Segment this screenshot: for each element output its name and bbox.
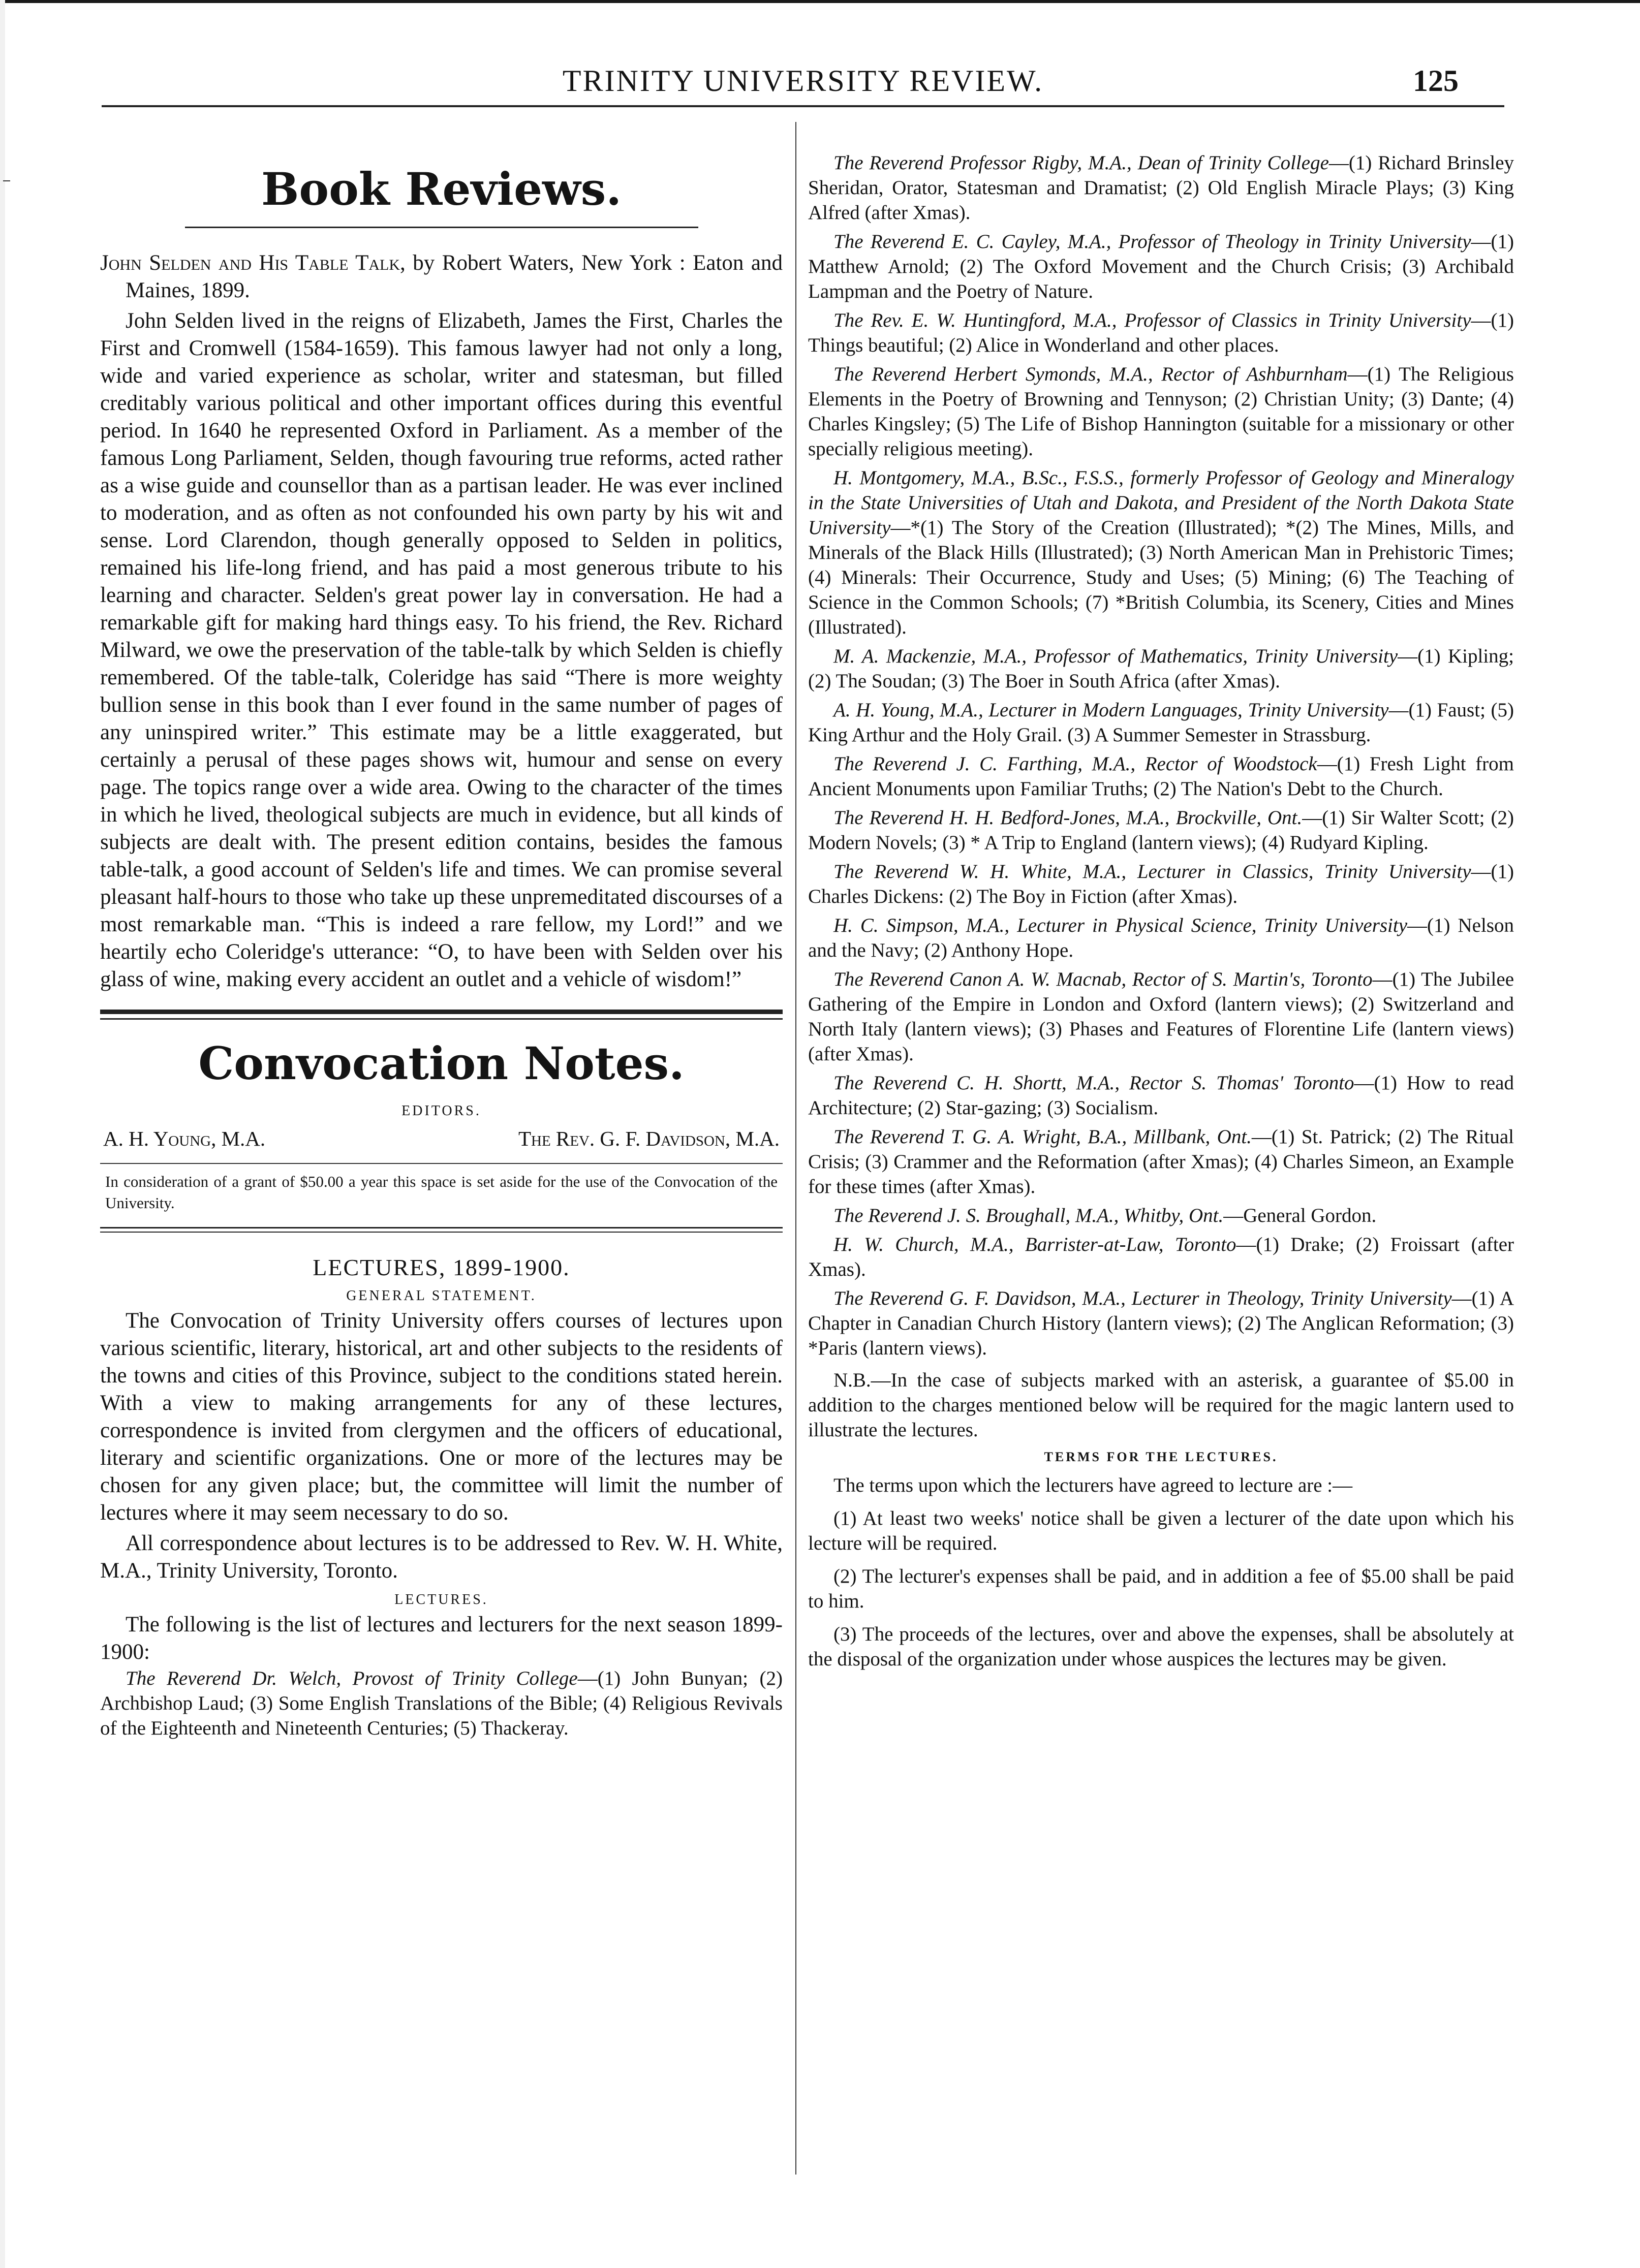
lecturer-entry	[808, 751, 1514, 801]
lecturer-name: A. H. Young, M.A., Lecturer in Modern Languages, Trinity University	[833, 699, 1389, 721]
lecturer-topics: —(1) Kipling; (2) The Soudan; (3) The Boer in South Africa (after Xmas).	[808, 645, 1514, 692]
lecturer-topics: —(1) Charles Dickens: (2) The Boy in Fiction (after Xmas).	[808, 861, 1514, 907]
lecturer-name: The Reverend J. C. Farthing, M.A., Rector of Woodstock	[833, 753, 1317, 775]
lecturer-name: The Reverend E. C. Cayley, M.A., Professor of Theology in Trinity University	[833, 231, 1471, 253]
lecturer-entry	[808, 1232, 1514, 1282]
term-item: (2) The lecturer's expenses shall be paid, and in addition a fee of $5.00 shall be paid to him.	[808, 1565, 1514, 1612]
lecturer-topics: —(1) Nelson and the Navy; (2) Anthony Hope.	[808, 915, 1514, 961]
lecturer-topics: —*(1) The Story of the Creation (Illustrated); *(2) The Mines, Mills, and Minerals of the Black Hills (Illustrated); (3) North American Man in Prehistoric Times; (4) Minerals: Their Occurrence, Study and Uses; (5) Mining; (6) The Teaching of Science in the Common Schools; (7) *British Columbia, its Scenery, Cities and Mines (Illustrated).	[808, 517, 1514, 638]
lecturer-topics: —(1) Faust; (5) King Arthur and the Holy Grail. (3) A Summer Semester in Strassburg.	[808, 699, 1514, 746]
lecturer-topics: —(1) John Bunyan; (2) Archbishop Laud; (3) Some English Translations of the Bible; (4) Religious Revivals of the Eighteenth and Nineteenth Centuries; (5) Thackeray.	[100, 1667, 783, 1739]
lecturer-name: H. C. Simpson, M.A., Lecturer in Physical Science, Trinity University	[833, 915, 1408, 936]
book-reviews-heading: Book Reviews.	[261, 163, 622, 215]
lecturer-entry	[808, 229, 1514, 304]
lecturer-topics: —(1) Sir Walter Scott; (2) Modern Novels; (3) * A Trip to England (lantern views); (4) Rudyard Kipling.	[808, 807, 1514, 854]
lecturer-entry	[808, 1286, 1514, 1361]
lectures-title: LECTURES, 1899-1900.	[313, 1254, 570, 1280]
lecturer-name: The Reverend Professor Rigby, M.A., Dean of Trinity College	[833, 152, 1329, 174]
double-thin-rule	[100, 1227, 783, 1233]
right-column	[808, 150, 1514, 1672]
review-citation-title: John Selden and His Table Talk,	[100, 251, 406, 275]
lecturer-name: The Rev. E. W. Huntingford, M.A., Professor of Classics in Trinity University	[833, 309, 1471, 331]
terms-heading: TERMS FOR THE LECTURES.	[1044, 1450, 1278, 1464]
editors-label: EDITORS.	[401, 1103, 481, 1119]
lecturer-entry	[808, 308, 1514, 358]
lecturer-name: H. Montgomery, M.A., B.Sc., F.S.S., formerly Professor of Geology and Mineralogy in the State Universities of Utah and Dakota, and President of the North Dakota State University	[808, 467, 1514, 539]
lectures-label: LECTURES.	[394, 1592, 488, 1608]
margin-tick	[3, 180, 10, 181]
lecturer-topics: —(1) Fresh Light from Ancient Monuments upon Familiar Truths; (2) The Nation's Debt to the Church.	[808, 753, 1514, 800]
lecturer-entry	[808, 1124, 1514, 1199]
lecturer-name: The Reverend W. H. White, M.A., Lecturer in Classics, Trinity University	[833, 861, 1471, 883]
lecturer-entry	[808, 644, 1514, 694]
lectures-intro: The following is the list of lectures and lecturers for the next season 1899-1900:	[100, 1613, 783, 1664]
lecturer-topics: —(1) The Religious Elements in the Poetry of Browning and Tennyson; (2) Christian Unity; (3) Dante; (4) Charles Kingsley; (5) The Life of Bishop Hannington (suitable for a missionary or other specially religious meeting).	[808, 363, 1514, 460]
editor-name: A. H. Young, M.A.	[103, 1127, 266, 1150]
lecturer-entry	[808, 362, 1514, 461]
lecturer-entry	[808, 913, 1514, 963]
lecturer-name: The Reverend G. F. Davidson, M.A., Lecturer in Theology, Trinity University	[833, 1287, 1452, 1309]
lecturer-entry	[808, 150, 1514, 225]
lecturer-topics: —General Gordon.	[1223, 1205, 1377, 1226]
lecturer-entry	[808, 465, 1514, 640]
lecturer-name: The Reverend Canon A. W. Macnab, Rector of S. Martin's, Toronto	[833, 968, 1373, 990]
page-number: 125	[1413, 64, 1459, 98]
convocation-notes-heading: Convocation Notes.	[198, 1037, 685, 1090]
section-rule	[185, 227, 698, 228]
lecturer-name: The Reverend T. G. A. Wright, B.A., Millbank, Ont.	[833, 1126, 1252, 1148]
lecturer-topics: —(1) Richard Brinsley Sheridan, Orator, Statesman and Dramatist; (2) Old English Miracle Plays; (3) King Alfred (after Xmas).	[808, 152, 1514, 224]
editor-name: The Rev. G. F. Davidson, M.A.	[518, 1127, 780, 1150]
lecturer-name: The Reverend Dr. Welch, Provost of Trinity College	[126, 1667, 578, 1689]
lecturer-name: The Reverend Herbert Symonds, M.A., Rector of Ashburnham	[833, 363, 1348, 385]
review-citation	[100, 249, 783, 304]
lecturer-name: The Reverend J. S. Broughall, M.A., Whitby, Ont.	[833, 1205, 1224, 1226]
publication-title: TRINITY UNIVERSITY REVIEW.	[562, 64, 1044, 98]
lecturer-topics: —(1) Drake; (2) Froissart (after Xmas).	[808, 1234, 1514, 1280]
nb-note: N.B.—In the case of subjects marked with an asterisk, a guarantee of $5.00 in addition to the charges mentioned below will be required for the magic lantern used to illustrate the lectures.	[808, 1369, 1514, 1441]
term-item: (3) The proceeds of the lectures, over and above the expenses, shall be absolutely at the disposal of the organization under whose auspices the lectures may be given.	[808, 1623, 1514, 1670]
page-header	[102, 64, 1504, 109]
terms-intro: The terms upon which the lecturers have agreed to lecture are :—	[833, 1474, 1353, 1496]
term-item: (1) At least two weeks' notice shall be given a lecturer of the date upon which his lecture will be required.	[808, 1507, 1514, 1554]
lecturer-topics: —(1) How to read Architecture; (2) Star-gazing; (3) Socialism.	[808, 1072, 1514, 1119]
header-rule	[102, 105, 1504, 107]
editors-row	[103, 1126, 780, 1151]
lecturer-entry	[808, 967, 1514, 1066]
lecturer-entry	[808, 1070, 1514, 1120]
statement-paragraph: The Convocation of Trinity University offers courses of lectures upon various scientific, literary, historical, art and other subjects to the residents of the towns and cities of this Province, subject to the conditions stated herein. With a view to making arrangements for any of these lectures, correspondence is invited from clergymen and the officers of educational, literary and scientific organizations. One or more of the lectures may be chosen for any given place; but, the committee will limit the number of lectures where it may seem necessary to do so.	[100, 1309, 783, 1525]
left-column	[100, 152, 783, 1741]
thin-rule	[100, 1163, 783, 1164]
top-border	[0, 0, 1640, 3]
lecturer-topics: —(1) Matthew Arnold; (2) The Oxford Movement and the Church Crisis; (3) Archibald Lampman and the Poetry of Nature.	[808, 231, 1514, 302]
statement-paragraph: All correspondence about lectures is to be addressed to Rev. W. H. White, M.A., Trinity University, Toronto.	[100, 1531, 783, 1583]
lecturer-name: H. W. Church, M.A., Barrister-at-Law, Toronto	[833, 1234, 1236, 1255]
lecturer-entry	[100, 1666, 783, 1741]
lecturer-entry	[808, 859, 1514, 909]
review-body: John Selden lived in the reigns of Elizabeth, James the First, Charles the First and Cromwell (1584-1659). This famous lawyer had not only a long, wide and varied experience as scholar, writer and statesman, but filled creditably various political and other important offices during this eventful period. In 1640 he represented Oxford in Parliament. As a member of the famous Long Parliament, Selden, though favouring true reforms, acted rather as a wise guide and counsellor than as a partisan leader. He was ever inclined to moderation, and as often as not confounded his own party by his wit and sense. Lord Clarendon, though generally opposed to Selden in politics, remained his life-long friend, and has paid a most generous tribute to his learning and character. Selden's great power lay in conversation. He had a remarkable gift for making hard things easy. To his friend, the Rev. Richard Milward, we owe the preservation of the table-talk by which Selden is chiefly remembered. Of the table-talk, Coleridge has said “There is more weighty bullion sense in this book than I ever found in the same number of pages of any uninspired writer.” This estimate may be a little exaggerated, but certainly a perusal of these pages shows wit, humour and sense on every page. The topics range over a wide area. Owing to the character of the times in which he lived, theological subjects are much in evidence, but all kinds of subjects are dealt with. The present edition contains, besides the famous table-talk, a good account of Selden's life and times. We can promise several pleasant half-hours to those who take up these unpremeditated discourses of a most remarkable man. “This is indeed a rare fellow, my Lord!” and we heartily echo Coleridge's utterance: “O, to have been with Selden over his glass of wine, making every accident an outlet and a vehicle of wisdom!”	[100, 309, 783, 991]
lecturer-topics: —(1) St. Patrick; (2) The Ritual Crisis; (3) Crammer and the Reformation (after Xmas); (4) Charles Simeon, an Example for these times (after Xmas).	[808, 1126, 1514, 1198]
column-divider	[795, 122, 796, 2175]
lecturer-entry	[808, 698, 1514, 747]
lecturer-topics: —(1) The Jubilee Gathering of the Empire in London and Oxford (lantern views); (2) Switzerland and North Italy (lantern views); (3) Phases and Features of Florentine Life (lantern views) (after Xmas).	[808, 968, 1514, 1065]
lecturer-name: The Reverend C. H. Shortt, M.A., Rector S. Thomas' Toronto	[833, 1072, 1354, 1094]
lecturer-entry	[808, 1203, 1514, 1228]
convocation-notice: In consideration of a grant of $50.00 a year this space is set aside for the use of the Convocation of the University.	[105, 1173, 778, 1212]
lecturer-topics: —(1) Things beautiful; (2) Alice in Wonderland and other places.	[808, 309, 1514, 356]
section-double-rule	[100, 1010, 783, 1020]
general-statement-label: GENERAL STATEMENT.	[346, 1288, 537, 1304]
lecturer-name: The Reverend H. H. Bedford-Jones, M.A., Brockville, Ont.	[833, 807, 1303, 829]
left-margin-edge	[0, 0, 5, 2268]
lecturer-name: M. A. Mackenzie, M.A., Professor of Mathematics, Trinity University	[833, 645, 1398, 667]
lecturer-topics: —(1) A Chapter in Canadian Church History (lantern views); (2) The Anglican Reformation; (3) *Paris (lantern views).	[808, 1287, 1514, 1359]
review-citation-rest: by Robert Waters, New York : Eaton and Maines, 1899.	[126, 251, 783, 302]
lecturer-entry	[808, 805, 1514, 855]
